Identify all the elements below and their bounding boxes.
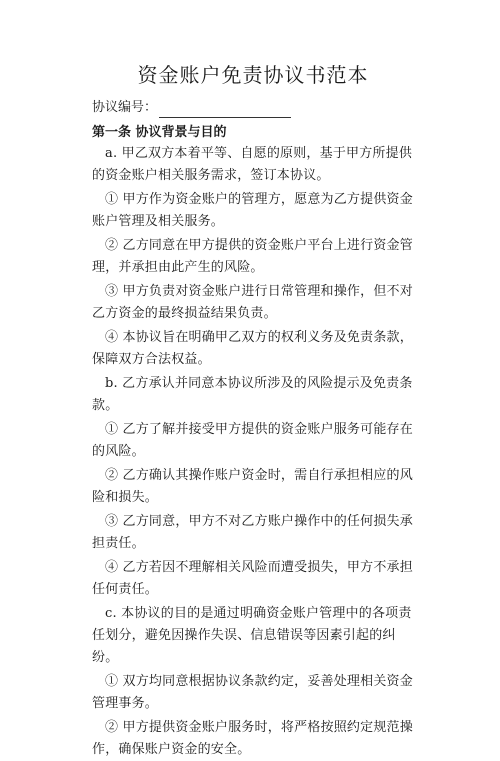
agreement-number-blank (159, 103, 291, 118)
paragraph: c. 本协议的目的是通过明确资金账户管理中的各项责任划分，避免因操作失误、信息错误等因素引起的纠纷。 (92, 606, 412, 665)
paragraph: ② 乙方确认其操作账户资金时，需自行承担相应的风险和损失。 (92, 468, 413, 505)
paragraph: ④ 本协议旨在明确甲乙双方的权利义务及免责条款，保障双方合法权益。 (92, 330, 413, 367)
paragraph: ④ 乙方若因不理解相关风险而遭受损失，甲方不承担任何责任。 (92, 560, 413, 597)
section-heading: 第一条 协议背景与目的 (92, 125, 227, 140)
document-title: 资金账户免责协议书范本 (137, 63, 369, 87)
paragraph: ② 甲方提供资金账户服务时，将严格按照约定规范操作，确保账户资金的安全。 (92, 720, 413, 757)
agreement-number-label: 协议编号： (92, 100, 158, 115)
paragraph: ① 乙方了解并接受甲方提供的资金账户服务可能存在的风险。 (92, 422, 413, 459)
paragraph: ③ 乙方同意，甲方不对乙方账户操作中的任何损失承担责任。 (92, 514, 413, 551)
paragraph: b. 乙方承认并同意本协议所涉及的风险提示及免责条款。 (92, 376, 413, 413)
paragraph: a. 甲乙双方本着平等、自愿的原则，基于甲方所提供的资金账户相关服务需求，签订本协议。 (92, 146, 413, 183)
paragraph: ③ 甲方负责对资金账户进行日常管理和操作，但不对乙方资金的最终损益结果负责。 (92, 284, 413, 321)
paragraph: ① 甲方作为资金账户的管理方，愿意为乙方提供资金账户管理及相关服务。 (92, 192, 413, 229)
agreement-number-line (92, 98, 414, 118)
paragraph: ② 乙方同意在甲方提供的资金账户平台上进行资金管理，并承担由此产生的风险。 (92, 238, 413, 275)
paragraph: ① 双方均同意根据协议条款约定，妥善处理相关资金管理事务。 (92, 674, 413, 711)
